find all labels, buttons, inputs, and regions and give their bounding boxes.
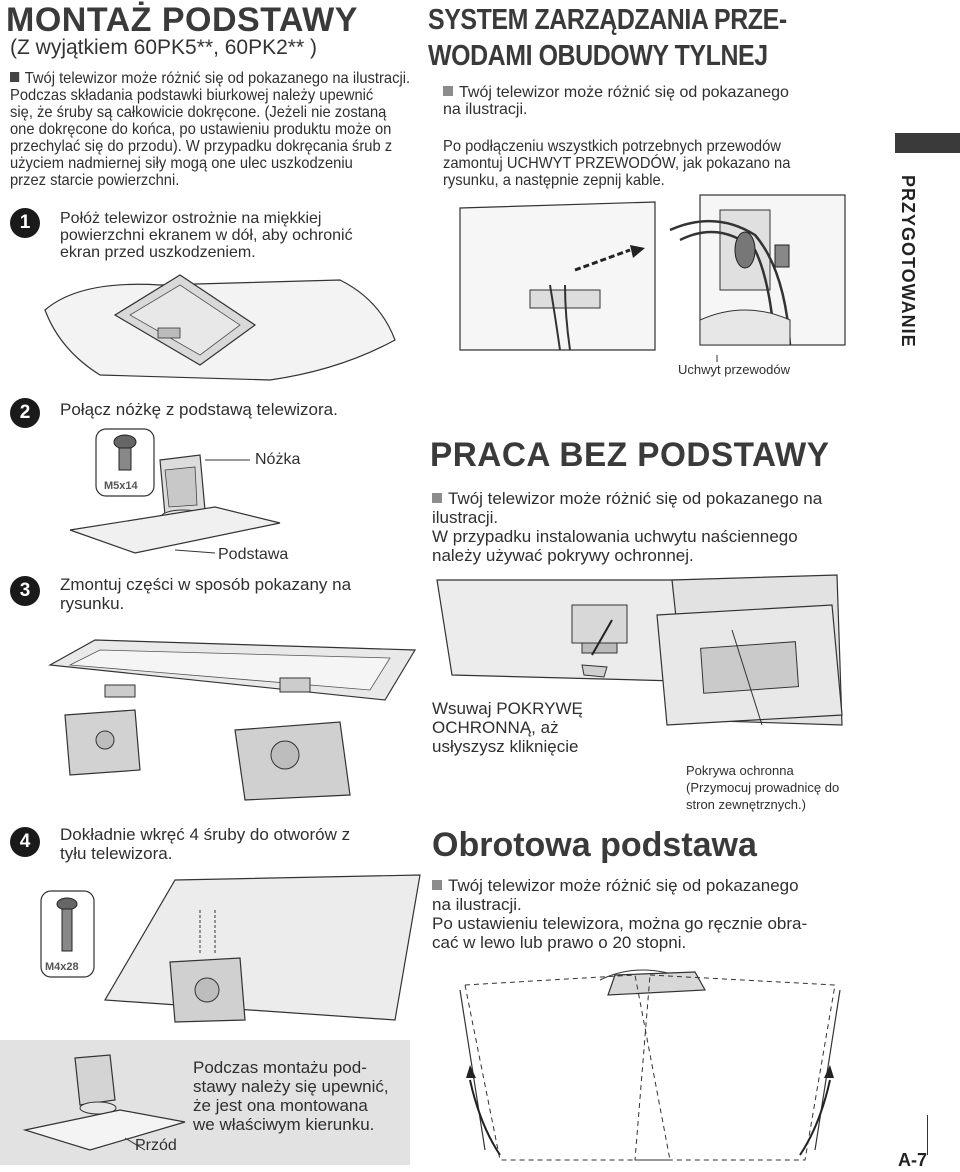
step-1-text: Połóż telewizor ostrożnie na miękkiej powierzchni ekranem w dół, aby ochronić ekran przed uszkodzeniem. [60,210,353,261]
slide-cover-text: Wsuwaj POKRYWĘ OCHRONNĄ, aż usłyszysz kliknięcie [432,699,583,756]
tv-on-cushion-illustration [40,270,400,390]
step-4-text: Dokładnie wkręć 4 śruby do otworów z tyłu telewizora. [60,825,351,863]
cover-note: Pokrywa ochronna (Przymocuj prowadnicę do stron zewnętrznych.) [686,763,840,812]
assembly-illustration [40,630,420,800]
nostand-title: PRACA BEZ PODSTAWY [430,436,830,474]
leg-and-base-illustration [65,435,285,555]
stand-intro: Twój telewizor może różnić się od pokazanego na ilustracji. Podczas składania podstawki biurkowej należy upewnić się, że śruby są całkowicie dokręcone. (Jeżeli nie zostaną one dokręcone do końca, po ustawieniu produktu może on przechylać się do przodu). W przypadku dokręcania śrub z użyciem nadmiernej siły mogą one ulec uszkodzeniu przez starcie powierzchni. [10,70,411,189]
screw-m5-label: M5x14 [104,480,138,492]
leg-label: Nóżka [255,451,301,468]
cable-management-illustration [455,190,850,355]
square-bullet-icon [432,880,442,890]
front-label: Przód [135,1137,177,1154]
square-bullet-icon [10,72,19,82]
step-1-badge: 1 [10,208,40,238]
step-2-text: Połącz nóżkę z podstawą telewizora. [60,400,338,419]
cable-title: SYSTEM ZARZĄDZANIA PRZE- WODAMI OBUDOWY TYLNEJ [428,4,787,72]
cable-holder-label: Uchwyt przewodów [678,362,790,377]
page-title: MONTAŻ PODSTAWY [6,1,358,39]
nostand-text: Twój telewizor może różnić się od pokazanego na ilustracji. W przypadku instalowania uchwytu naściennego należy używać pokrywy ochronnej. [432,489,823,565]
section-tab-bar [895,133,960,153]
section-tab-label: PRZYGOTOWANIE [898,175,918,348]
note-text: Podczas montażu pod- stawy należy się upewnić, że jest ona montowana we właściwym kierunku. [193,1058,389,1134]
page-number-divider [927,1115,928,1155]
screw-back-illustration [95,870,425,1030]
page-subtitle: (Z wyjątkiem 60PK5**, 60PK2** ) [10,36,317,59]
page-number: A-7 [898,1150,928,1170]
swivel-title: Obrotowa podstawa [432,826,757,864]
step-3-badge: 3 [10,576,40,606]
square-bullet-icon [443,86,453,96]
cable-text: Po podłączeniu wszystkich potrzebnych przewodów zamontuj UCHWYT PRZEWODÓW, jak pokazano na rysunku, a następnie zepnij kable. [443,138,791,189]
square-bullet-icon [432,493,442,503]
base-label: Podstawa [218,546,289,563]
swivel-illustration [440,950,860,1165]
swivel-text: Twój telewizor może różnić się od pokazanego na ilustracji. Po ustawieniu telewizora, można go ręcznie obra- cać w lewo lub prawo o 20 stopni. [432,876,808,952]
step-4-badge: 4 [10,827,40,857]
screw-m4-label: M4x28 [45,961,79,973]
step-2-badge: 2 [10,398,40,428]
section-tab-label-wrap [897,175,927,365]
step-3-text: Zmontuj części w sposób pokazany na rysunku. [60,575,352,613]
cable-intro: Twój telewizor może różnić się od pokazanego na ilustracji. [443,84,789,118]
